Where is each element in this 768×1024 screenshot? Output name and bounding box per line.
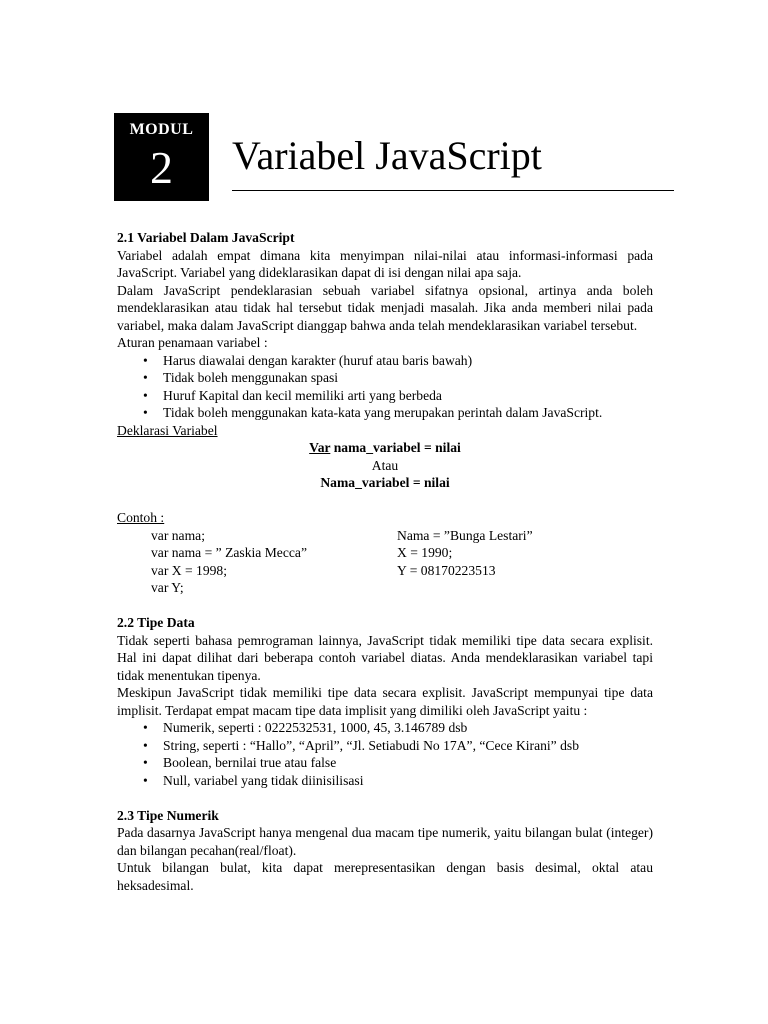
declaration-alt: Nama_variabel = nilai (320, 475, 450, 490)
section-2-2 (117, 614, 653, 789)
list-item: • Null, variabel yang tidak diinisilisasi (143, 772, 364, 788)
section-heading: 2.1 Variabel Dalam JavaScript (117, 230, 295, 245)
paragraph: Variabel adalah empat dimana kita menyimpan nilai-nilai atau informasi-informasi pada JavaScript. Variabel yang dideklarasikan dapat di isi dengan nilai apa saja. (117, 247, 653, 280)
bullet-icon: • (143, 352, 148, 368)
example-right: Y = 08170223513 (397, 562, 496, 578)
declaration-label: Deklarasi Variabel (117, 422, 218, 438)
title-underline (232, 190, 674, 191)
page-title: Variabel JavaScript (232, 133, 542, 178)
paragraph: Aturan penamaan variabel : (117, 335, 268, 350)
list-item: • Harus diawalai dengan karakter (huruf atau baris bawah) (143, 352, 473, 368)
list-item: • Numerik, seperti : 0222532531, 1000, 45, 3.146789 dsb (143, 720, 468, 735)
example-right (397, 579, 647, 597)
bullet-icon: • (143, 370, 148, 385)
naming-rules-list (117, 352, 653, 422)
bullet-icon: • (143, 387, 148, 403)
example-label: Contoh : (117, 510, 165, 525)
examples-table (117, 527, 653, 597)
paragraph: Meskipun JavaScript tidak memiliki tipe data secara explisit. JavaScript mempunyai tipe data implisit. Terdapat empat macam tipe data implisit yang dimiliki oleh JavaScript yaitu : (117, 685, 653, 718)
list-item: • Tidak boleh menggunakan spasi (143, 370, 339, 385)
modul-label: MODUL (129, 121, 194, 138)
document-body (117, 229, 653, 894)
list-item: • Tidak boleh menggunakan kata-kata yang merupakan perintah dalam JavaScript. (143, 405, 603, 420)
modul-badge (114, 113, 209, 201)
declaration-rest: nama_variabel = nilai (330, 440, 461, 455)
var-keyword: Var (309, 440, 331, 455)
section-2-3 (117, 807, 653, 895)
modul-number: 2 (150, 141, 173, 193)
example-left: var Y; (151, 580, 184, 595)
section-heading: 2.3 Tipe Numerik (117, 807, 219, 823)
example-right: Nama = ”Bunga Lestari” (397, 527, 533, 543)
bullet-icon: • (143, 737, 148, 753)
data-types-list (117, 719, 653, 789)
paragraph: Tidak seperti bahasa pemrograman lainnya, JavaScript tidak memiliki tipe data secara explisit. Hal ini dapat dilihat dari beberapa contoh variabel diatas. Anda mendeklarasikan variabel tapi tidak menentukan tipenya. (117, 632, 653, 683)
declaration-or: Atau (371, 457, 399, 473)
paragraph: Untuk bilangan bulat, kita dapat merepresentasikan dengan basis desimal, oktal atau heksadesimal. (117, 860, 653, 893)
section-2-1 (117, 229, 653, 597)
bullet-icon: • (143, 720, 148, 735)
example-left: var nama; (151, 527, 205, 543)
bullet-icon: • (143, 405, 148, 420)
list-item: • String, seperti : “Hallo”, “April”, “Jl. Setiabudi No 17A”, “Cece Kirani” dsb (143, 737, 580, 753)
bullet-icon: • (143, 772, 148, 788)
paragraph: Pada dasarnya JavaScript hanya mengenal dua macam tipe numerik, yaitu bilangan bulat (integer) dan bilangan pecahan(real/float). (117, 825, 653, 858)
paragraph: Dalam JavaScript pendeklarasian sebuah variabel sifatnya opsional, artinya anda boleh mendeklarasikan atau tidak hal tersebut tidak menjadi masalah. Jika anda memberi nilai pada variabel, maka dalam JavaScript dianggap bahwa anda telah mendeklarasikan variabel tersebut. (117, 282, 653, 333)
section-heading: 2.2 Tipe Data (117, 615, 195, 630)
example-left: var X = 1998; (151, 562, 228, 578)
list-item: • Boolean, bernilai true atau false (143, 755, 337, 770)
declaration-syntax (117, 439, 653, 457)
list-item: • Huruf Kapital dan kecil memiliki arti yang berbeda (143, 387, 442, 403)
example-left: var nama = ” Zaskia Mecca” (151, 545, 307, 560)
example-right: X = 1990; (397, 545, 453, 560)
bullet-icon: • (143, 755, 148, 770)
